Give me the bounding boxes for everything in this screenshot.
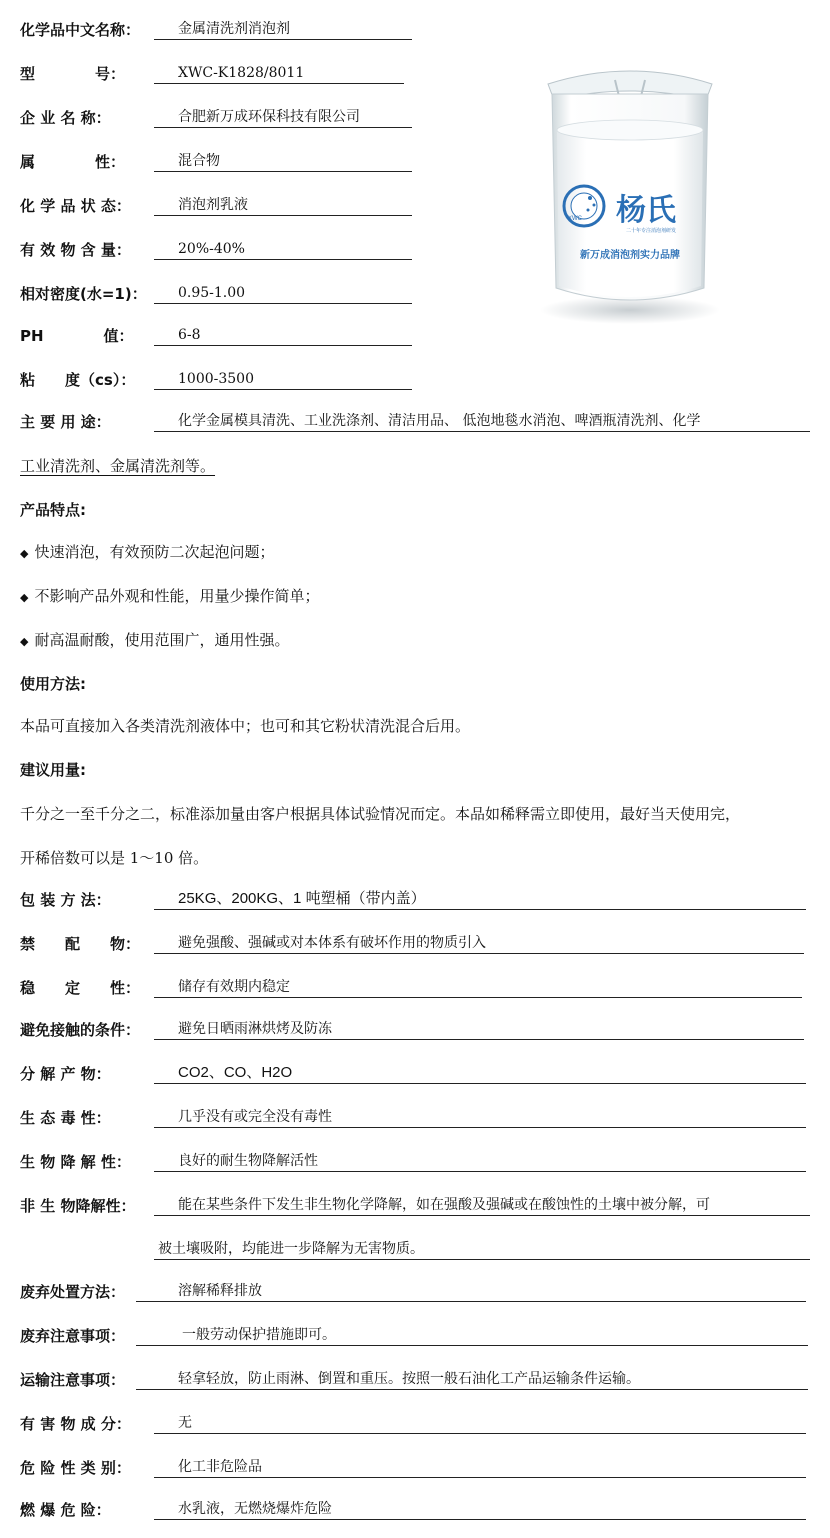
spec-label: 属 性： [20,153,126,171]
spec-value: 1000-3500 [154,368,412,390]
spec-value: 合肥新万成环保科技有限公司 [154,106,412,128]
detail-value: 避免日晒雨淋烘烤及防冻 [154,1018,804,1040]
usage-label: 主 要 用 途： [20,413,111,431]
detail-label: 稳 定 性： [20,979,141,997]
abiotic-line1: 能在某些条件下发生非生物化学降解，如在强酸及强碱或在酸蚀性的土壤中被分解，可 [154,1194,810,1216]
abiotic-label: 非 生 物降解性： [20,1197,136,1215]
spec-value: 6-8 [154,324,412,346]
brand-tagline: 二十年专注消泡剂研发 [626,228,677,234]
hazard-label: 燃 爆 危 险： [20,1501,111,1519]
disposal-value: 轻拿轻放，防止雨淋、倒置和重压。按照一般石油化工产品运输条件运输。 [136,1368,808,1390]
detail-value: 25KG、200KG、1 吨塑桶（带内盖） [154,888,806,910]
usage-line1: 化学金属模具清洗、工业洗涤剂、清洁用品、 低泡地毯水消泡、啤酒瓶清洗剂、化学 [154,410,810,432]
feature-item [20,628,289,654]
product-beaker-image [530,60,730,330]
spec-value: 20%-40% [154,238,412,260]
detail-label: 避免接触的条件： [20,1021,141,1039]
hazard-value: 水乳液，无燃烧爆炸危险 [154,1498,806,1520]
disposal-label: 废弃处置方法： [20,1283,126,1301]
feature-item [20,584,319,610]
spec-label: 化学品中文名称： [20,21,141,39]
feature-item [20,540,274,566]
feature-text: 耐高温耐酸，使用范围广，通用性强。 [34,631,290,649]
spec-label: 相对密度(水=1)： [20,285,147,303]
disposal-label: 运输注意事项： [20,1371,126,1389]
disposal-value: 溶解稀释排放 [136,1280,806,1302]
bullet-icon: ◆ [20,635,29,648]
detail-value: 几乎没有或完全没有毒性 [154,1106,806,1128]
spec-value: 混合物 [154,150,412,172]
detail-label: 禁 配 物： [20,935,141,953]
bullet-icon: ◆ [20,591,29,604]
brand-caption: 新万成消泡剂实力品牌 [580,250,680,261]
abiotic-line2: 被土壤吸附，均能进一步降解为无害物质。 [154,1238,810,1260]
spec-label: 粘 度（cs）： [20,371,136,389]
method-title: 使用方法: [20,675,86,693]
spec-value: 消泡剂乳液 [154,194,412,216]
hazard-label: 有 害 物 成 分： [20,1415,131,1433]
dosage-title: 建议用量: [20,761,86,779]
detail-value: CO2、CO、H2O [154,1062,806,1084]
spec-label: PH 值： [20,327,134,345]
dosage-line1: 千分之一至千分之二，标准添加量由客户根据具体试验情况而定。本品如稀释需立即使用，最好当天使用完， [20,805,741,823]
detail-label: 分 解 产 物： [20,1065,111,1083]
hazard-value: 无 [154,1412,806,1434]
spec-value: 金属清洗剂消泡剂 [154,18,412,40]
spec-label: 企 业 名 称： [20,109,111,127]
hazard-label: 危 险 性 类 别： [20,1459,131,1477]
spec-value: 0.95-1.00 [154,282,412,304]
usage-line2: 工业清洗剂、金属清洗剂等。 [20,457,216,475]
detail-value: 储存有效期内稳定 [154,976,802,998]
feature-text: 不影响产品外观和性能，用量少操作简单； [34,587,320,605]
spec-label: 型 号： [20,65,126,83]
detail-value: 避免强酸、强碱或对本体系有破坏作用的物质引入 [154,932,804,954]
feature-text: 快速消泡，有效预防二次起泡问题； [34,543,275,561]
spec-label: 化 学 品 状 态： [20,197,131,215]
logo-text: XWC [568,216,582,222]
features-title: 产品特点: [20,501,86,519]
bullet-icon: ◆ [20,547,29,560]
method-text: 本品可直接加入各类清洗剂液体中；也可和其它粉状清洗混合后用。 [20,717,471,735]
dosage-line2: 开稀倍数可以是 1～10 倍。 [20,849,209,867]
detail-value: 良好的耐生物降解活性 [154,1150,806,1172]
detail-label: 生 态 毒 性： [20,1109,111,1127]
hazard-value: 化工非危险品 [154,1456,806,1478]
disposal-value: 一般劳动保护措施即可。 [136,1324,808,1346]
detail-label: 包 装 方 法： [20,891,111,909]
detail-label: 生 物 降 解 性： [20,1153,131,1171]
brand-name: 杨氏 [616,193,676,228]
spec-label: 有 效 物 含 量： [20,241,131,259]
disposal-label: 废弃注意事项： [20,1327,126,1345]
spec-value: XWC-K1828/8011 [154,62,404,84]
